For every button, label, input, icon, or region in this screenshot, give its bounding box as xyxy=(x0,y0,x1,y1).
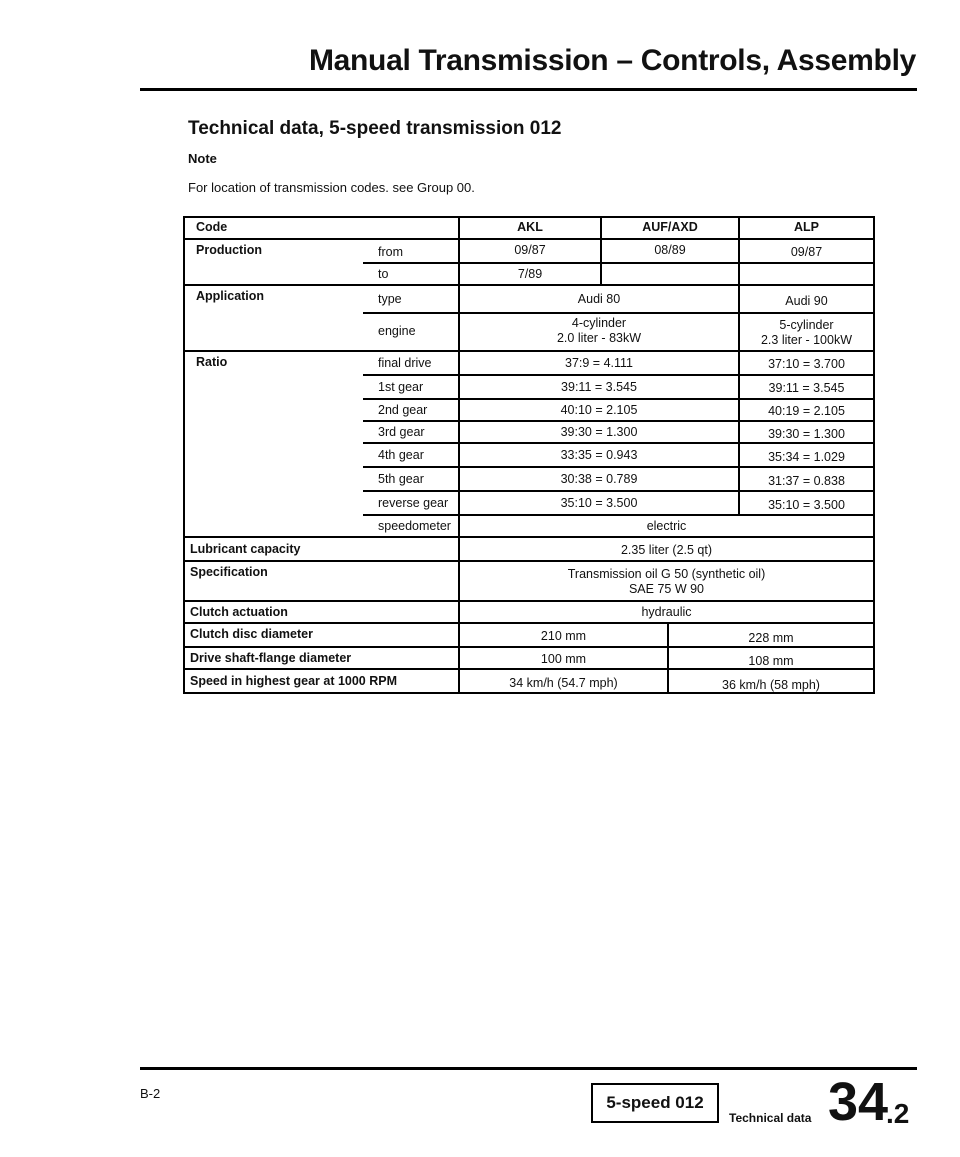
transmission-label-box: 5-speed 012 xyxy=(591,1083,719,1123)
table-rule xyxy=(183,216,185,694)
speedometer-value: electric xyxy=(646,519,687,533)
footer-label: Technical data xyxy=(729,1111,812,1125)
ratio-alp: 39:30 = 1.300 xyxy=(768,427,845,441)
ratio-alp: 35:10 = 3.500 xyxy=(768,498,845,512)
table-rule xyxy=(183,238,875,240)
ratio-alp: 40:19 = 2.105 xyxy=(768,404,845,418)
ratio-akl-auf: 30:38 = 0.789 xyxy=(560,472,638,486)
table-rule xyxy=(363,262,875,264)
table-rule xyxy=(183,560,875,562)
production-from-alp: 09/87 xyxy=(790,245,823,259)
page-id: B-2 xyxy=(140,1086,161,1101)
ratio-name: final drive xyxy=(378,356,432,370)
ratio-alp: 37:10 = 3.700 xyxy=(768,357,845,371)
column-header-auf-axd: AUF/AXD xyxy=(642,220,698,234)
ratio-name: 2nd gear xyxy=(378,403,428,417)
ratio-akl-auf: 40:10 = 2.105 xyxy=(560,403,638,417)
lubricant-label: Lubricant capacity xyxy=(190,542,301,556)
table-rule xyxy=(183,646,875,648)
ratio-akl-auf: 37:9 = 4.111 xyxy=(565,356,633,370)
application-engine-label: engine xyxy=(378,324,416,338)
ratio-alp: 31:37 = 0.838 xyxy=(768,474,845,488)
clutch-disc-label: Clutch disc diameter xyxy=(190,627,313,641)
engine-akl-auf-line-1: 4-cylinder xyxy=(571,316,627,330)
group-subnumber: .2 xyxy=(886,1098,910,1129)
production-from-label: from xyxy=(378,245,403,259)
page-title: Manual Transmission – Controls, Assembly xyxy=(308,44,916,77)
table-rule xyxy=(363,490,875,492)
table-rule xyxy=(363,312,875,314)
ratio-name: reverse gear xyxy=(378,496,449,510)
footer-divider xyxy=(140,1067,917,1070)
clutch-disc-akl-auf: 210 mm xyxy=(540,629,587,643)
ratio-alp: 39:11 = 3.545 xyxy=(768,381,845,395)
table-rule xyxy=(363,374,875,376)
production-from-auf-axd: 08/89 xyxy=(654,243,686,257)
ratio-akl-auf: 39:30 = 1.300 xyxy=(560,425,638,439)
speedometer-label: speedometer xyxy=(378,519,451,533)
engine-alp-line-1: 5-cylinder xyxy=(779,318,834,332)
table-rule xyxy=(363,514,875,516)
table-rule xyxy=(363,420,875,422)
flange-diameter-akl-auf: 100 mm xyxy=(540,652,587,666)
application-type-alp: Audi 90 xyxy=(785,294,828,308)
table-rule xyxy=(363,442,875,444)
table-rule xyxy=(183,216,875,218)
engine-akl-auf-line-2: 2.0 liter - 83kW xyxy=(556,331,642,345)
ratio-akl-auf: 35:10 = 3.500 xyxy=(560,496,638,510)
specification-line-2: SAE 75 W 90 xyxy=(628,582,705,596)
ratio-label: Ratio xyxy=(196,355,228,369)
column-header-alp: ALP xyxy=(794,220,819,234)
table-rule xyxy=(183,284,875,286)
ratio-name: 1st gear xyxy=(378,380,424,394)
clutch-actuation-value: hydraulic xyxy=(641,605,692,619)
note-label: Note xyxy=(188,151,217,166)
ratio-name: 3rd gear xyxy=(378,425,425,439)
code-label: Code xyxy=(196,220,228,234)
speed-akl-auf: 34 km/h (54.7 mph) xyxy=(509,676,618,690)
lubricant-value: 2.35 liter (2.5 qt) xyxy=(620,543,712,557)
column-header-akl: AKL xyxy=(517,220,543,234)
application-label: Application xyxy=(196,289,265,303)
table-rule xyxy=(363,466,875,468)
speed-alp: 36 km/h (58 mph) xyxy=(722,678,820,692)
table-rule xyxy=(183,536,875,538)
speed-label: Speed in highest gear at 1000 RPM xyxy=(190,674,398,688)
specification-label: Specification xyxy=(190,565,268,579)
flange-diameter-alp: 108 mm xyxy=(748,654,794,668)
table-rule xyxy=(183,600,875,602)
table-rule xyxy=(873,216,875,694)
table-rule xyxy=(363,398,875,400)
production-from-akl: 09/87 xyxy=(514,243,546,257)
production-to-akl: 7/89 xyxy=(517,267,543,281)
ratio-akl-auf: 39:11 = 3.545 xyxy=(561,380,637,394)
ratio-alp: 35:34 = 1.029 xyxy=(768,450,845,464)
ratio-akl-auf: 33:35 = 0.943 xyxy=(560,448,638,462)
section-heading: Technical data, 5-speed transmission 012 xyxy=(188,118,562,139)
application-type-label: type xyxy=(378,292,402,306)
engine-alp-line-2: 2.3 liter - 100kW xyxy=(760,333,852,347)
table-rule xyxy=(183,350,875,352)
production-label: Production xyxy=(196,243,262,257)
clutch-disc-alp: 228 mm xyxy=(748,631,794,645)
group-number: 34 xyxy=(828,1072,889,1132)
specification-line-1: Transmission oil G 50 (synthetic oil) xyxy=(567,567,766,581)
application-type-akl-auf: Audi 80 xyxy=(577,292,621,306)
clutch-actuation-label: Clutch actuation xyxy=(190,605,288,619)
note-text: For location of transmission codes. see Group 00. xyxy=(188,180,475,195)
table-rule xyxy=(183,622,875,624)
ratio-name: 5th gear xyxy=(378,472,424,486)
ratio-name: 4th gear xyxy=(378,448,424,462)
flange-diameter-label: Drive shaft-flange diameter xyxy=(190,651,352,665)
production-to-label: to xyxy=(378,267,389,281)
